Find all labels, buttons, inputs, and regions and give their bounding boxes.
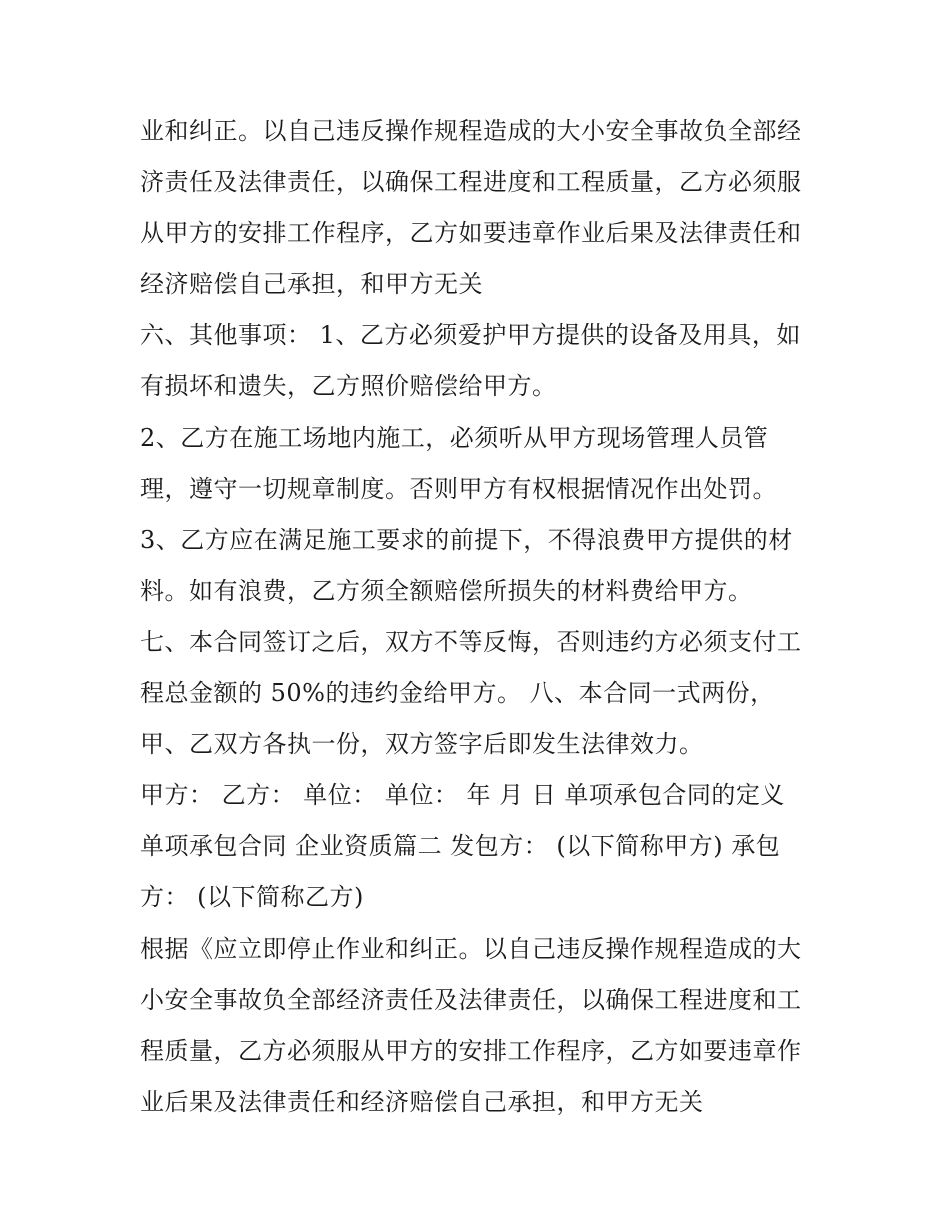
text-line: 料。如有浪费，乙方须全额赔偿所损失的材料费给甲方。 xyxy=(140,576,753,605)
text-line: 业和纠正。以自己违反操作规程造成的大小安全事故负全部经 xyxy=(140,117,802,145)
contract-body-text xyxy=(140,106,830,1128)
text-line: 小安全事故负全部经济责任及法律责任，以确保工程进度和工 xyxy=(140,985,802,1014)
text-line: 业后果及法律责任和经济赔偿自己承担，和甲方无关 xyxy=(140,1087,704,1116)
text-line: 六、其他事项： 1、乙方必须爱护甲方提供的设备及用具，如 xyxy=(140,321,801,350)
text-line: 七、本合同签订之后，双方不等反悔，否则违约方必须支付工 xyxy=(140,627,802,656)
text-line: 单项承包合同 企业资质篇二 发包方： (以下简称甲方) 承包 xyxy=(140,832,781,861)
text-line: 3、乙方应在满足施工要求的前提下，不得浪费甲方提供的材 xyxy=(140,525,793,554)
text-line: 济责任及法律责任，以确保工程进度和工程质量，乙方必须服 xyxy=(140,168,802,197)
text-line: 2、乙方在施工场地内施工，必须听从甲方现场管理人员管 xyxy=(140,423,769,452)
text-line: 理，遵守一切规章制度。否则甲方有权根据情况作出处罚。 xyxy=(140,474,777,503)
text-line: 程质量，乙方必须服从甲方的安排工作程序，乙方如要违章作 xyxy=(140,1036,802,1065)
text-line: 程总金额的 50%的违约金给甲方。 八、本合同一式两份， xyxy=(140,679,775,708)
text-line: 根据《应立即停止作业和纠正。以自己违反操作规程造成的大 xyxy=(140,934,802,963)
text-line: 从甲方的安排工作程序，乙方如要违章作业后果及法律责任和 xyxy=(140,219,802,248)
text-line: 经济赔偿自己承担，和甲方无关 xyxy=(140,270,483,299)
text-line: 甲、乙双方各执一份，双方签字后即发生法律效力。 xyxy=(140,730,704,759)
text-line: 方： (以下简称乙方) xyxy=(140,883,364,912)
text-line: 甲方： 乙方： 单位： 单位： 年 月 日 单项承包合同的定义 xyxy=(140,781,785,810)
text-line: 有损坏和遗失，乙方照价赔偿给甲方。 xyxy=(140,372,557,401)
